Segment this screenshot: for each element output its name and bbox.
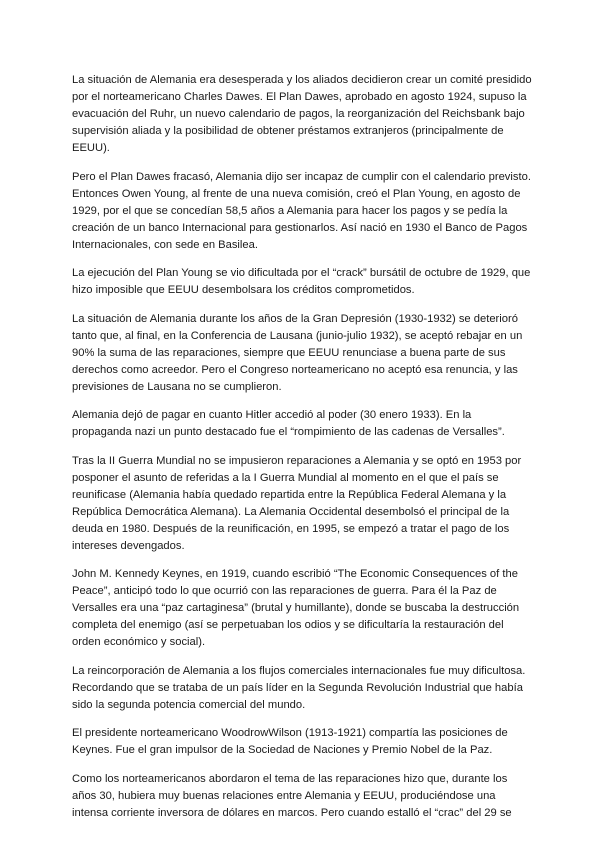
paragraph-crack-1929: La ejecución del Plan Young se vio dificultada por el “crack” bursátil de octubre de 1929, que hizo imposible que EEUU desembolsara los créditos comprometidos. [72, 267, 531, 296]
paragraph-reincorporation: La reincorporación de Alemania a los flujos comerciales internacionales fue muy dificultosa. Recordando que se trataba de un país líder en la Segunda Revolución Industrial que había sido la segunda potencia comercial del mundo. [72, 664, 526, 711]
paragraph-wilson: El presidente norteamericano WoodrowWilson (1913-1921) compartía las posiciones de Keynes. Fue el gran impulsor de la Sociedad de Naciones y Premio Nobel de la Paz. [72, 727, 508, 756]
paragraph-hitler: Alemania dejó de pagar en cuanto Hitler accedió al poder (30 enero 1933). En la propaganda nazi un punto destacado fue el “rompimiento de las cadenas de Versalles”. [72, 409, 505, 438]
paragraph-wwii: Tras la II Guerra Mundial no se impusieron reparaciones a Alemania y se optó en 1953 por posponer el asunto de referidas a la I Guerra Mundial al momento en el que el país se reunificase (Alemania había quedado repartida entre la República Federal Alemana y la República Democrática Alemana). La Alemania Occidental desembolsó el principal de la deuda en 1980. Después de la reunificación, en 1995, se empezó a tratar el pago de los intereses devengados. [72, 454, 522, 552]
paragraph-young-plan: Pero el Plan Dawes fracasó, Alemania dijo ser incapaz de cumplir con el calendario previsto. Entonces Owen Young, al frente de una nueva comisión, creó el Plan Young, en agosto de 1929, por el que se concedían 58,5 años a Alemania para hacer los pagos y se pedía la creación de un banco Internacional para gestionarlos. Así nació en 1930 el Banco de Pagos Internacionales, con sede en Basilea. [72, 170, 531, 251]
document-body [72, 72, 532, 833]
paragraph-us-relations: Como los norteamericanos abordaron el tema de las reparaciones hizo que, durante los años 30, hubiera muy buenas relaciones entre Alemania y EEUU, produciéndose una intensa corriente inversora de dólares en marcos. Pero cuando estalló el “crac” del 29 se [72, 772, 512, 819]
paragraph-dawes-plan: La situación de Alemania era desesperada y los aliados decidieron crear un comité presidido por el norteamericano Charles Dawes. El Plan Dawes, aprobado en agosto 1924, supuso la evacuación del Ruhr, un nuevo calendario de pagos, la reorganización del Reichsbank bajo supervisión aliada y la posibilidad de obtener préstamos extranjeros (principalmente de EEUU). [72, 74, 532, 154]
paragraph-keynes: John M. Kennedy Keynes, en 1919, cuando escribió “The Economic Consequences of the Peace”, anticipó todo lo que ocurrió con las reparaciones de guerra. Para él la Paz de Versalles era una “paz cartaginesa” (brutal y humillante), donde se buscaba la destrucción completa del enemigo (así se perpetuaban los odios y se dificultaría la restauración del orden económico y social). [72, 568, 520, 648]
paragraph-great-depression: La situación de Alemania durante los años de la Gran Depresión (1930-1932) se deterioró tanto que, al final, en la Conferencia de Lausana (junio-julio 1932), se aceptó rebajar en un 90% la suma de las reparaciones, siempre que EEUU renunciase a buena parte de sus derechos como acreedor. Pero el Congreso norteamericano no aceptó esa renuncia, y las previsiones de Lausana no se cumplieron. [72, 312, 523, 393]
